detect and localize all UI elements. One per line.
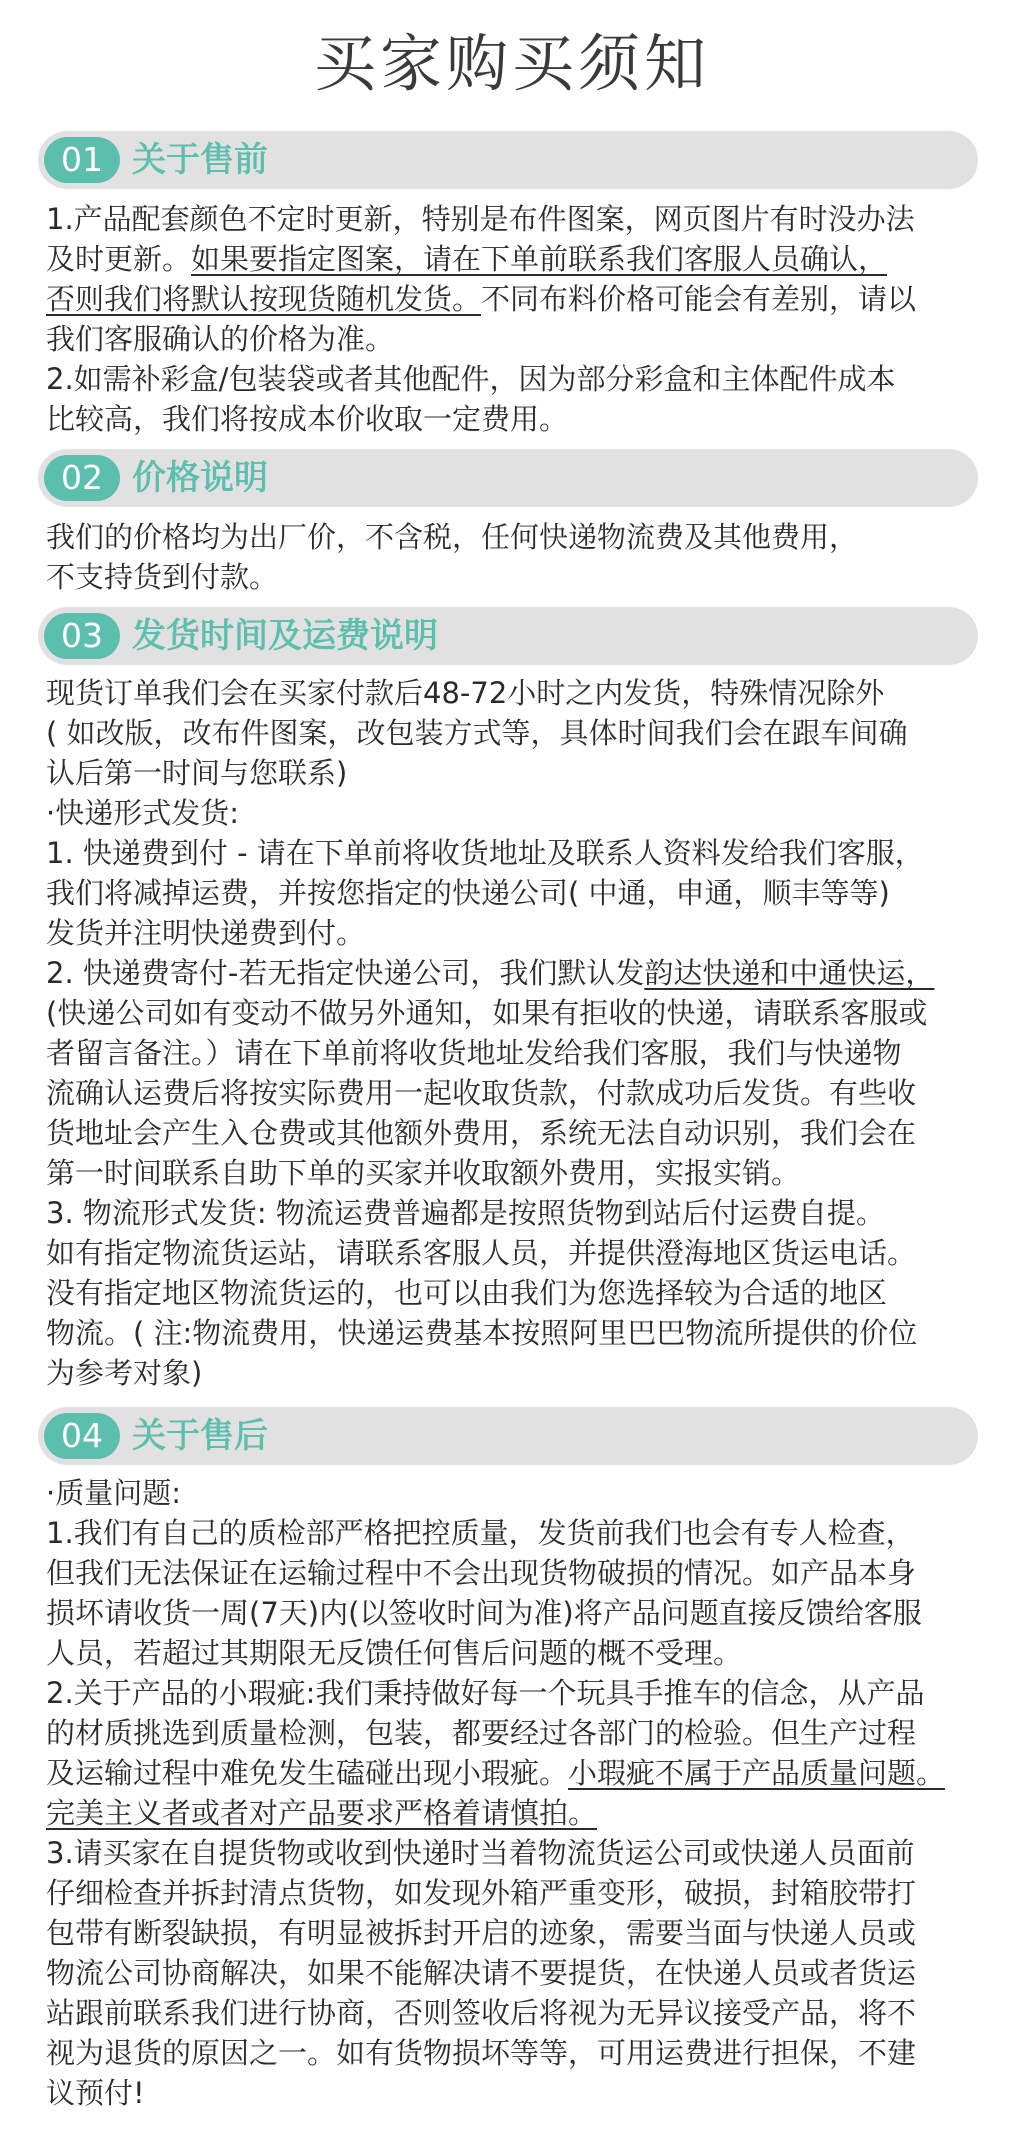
section-body-aftersale <box>46 1473 998 2113</box>
underlined-text: 韵达快递和中通快运， <box>644 956 935 990</box>
text-line <box>46 1673 998 1713</box>
text-segment: 为参考对象) <box>46 1356 203 1390</box>
text-segment: 流确认运费后将按实际费用一起收取货款，付款成功后发货。有些收 <box>46 1076 917 1110</box>
text-segment: 站跟前联系我们进行协商，否则签收后将视为无异议接受产品，将不 <box>46 1996 917 2030</box>
text-segment: 发货并注明快递费到付。 <box>46 916 366 950</box>
text-segment: 货地址会产生入仓费或其他额外费用，系统无法自动识别，我们会在 <box>46 1116 917 1150</box>
text-line <box>46 1353 998 1393</box>
text-line <box>46 1713 998 1753</box>
section-header-presale <box>38 131 978 189</box>
text-line <box>46 1873 998 1913</box>
text-line <box>46 1553 998 1593</box>
text-line <box>46 1313 998 1353</box>
text-segment: ( 如改版，改布件图案，改包装方式等，具体时间我们会在跟车间确 <box>46 716 908 750</box>
text-segment: 1. 快递费到付 - 请在下单前将收货地址及联系人资料发给我们客服， <box>46 836 924 870</box>
text-line <box>46 1153 998 1193</box>
section-body-presale <box>46 199 998 439</box>
text-segment: 没有指定地区物流货运的，也可以由我们为您选择较为合适的地区 <box>46 1276 888 1310</box>
text-segment: 比较高，我们将按成本价收取一定费用。 <box>46 402 569 436</box>
text-line <box>46 199 998 239</box>
text-line <box>46 873 998 913</box>
underlined-text: 否则我们将默认按现货随机发货。 <box>46 282 482 316</box>
section-number-badge: 03 <box>44 613 120 659</box>
section-number-badge: 02 <box>44 455 120 501</box>
text-segment: 及时更新。 <box>46 242 192 276</box>
text-segment: 认后第一时间与您联系) <box>46 756 348 790</box>
text-segment: 的材质挑选到质量检测，包装，都要经过各部门的检验。但生产过程 <box>46 1716 917 1750</box>
text-segment: 者留言备注。）请在下单前将收货地址发给我们客服，我们与快递物 <box>46 1036 902 1070</box>
text-segment: 包带有断裂缺损，有明显被拆封开启的迹象，需要当面与快递人员或 <box>46 1916 917 1950</box>
text-line <box>46 1073 998 1113</box>
text-line <box>46 239 998 279</box>
text-segment: 物流。( 注:物流费用，快递运费基本按照阿里巴巴物流所提供的价位 <box>46 1316 918 1350</box>
page-title: 买家购买须知 <box>313 27 710 100</box>
underlined-text: 完美主义者或者对产品要求严格着请慎拍。 <box>46 1796 598 1830</box>
text-line <box>46 1633 998 1673</box>
text-segment: 1.我们有自己的质检部严格把控质量，发货前我们也会有专人检查， <box>46 1516 915 1550</box>
text-line <box>46 793 998 833</box>
text-line <box>46 1753 998 1793</box>
text-segment: 及运输过程中难免发生磕碰出现小瑕疵。 <box>46 1756 569 1790</box>
text-segment: ·快递形式发货: <box>46 796 239 830</box>
underlined-text: 如果要指定图案，请在下单前联系我们客服人员确认， <box>191 242 888 276</box>
text-segment: 如有指定物流货运站，请联系客服人员，并提供澄海地区货运电话。 <box>46 1236 917 1270</box>
text-line <box>46 1593 998 1633</box>
text-segment: 2.如需补彩盒/包装袋或者其他配件，因为部分彩盒和主体配件成本 <box>46 362 896 396</box>
text-segment: 我们将减掉运费，并按您指定的快递公司( 中通，申通，顺丰等等) <box>46 876 890 910</box>
text-segment: 第一时间联系自助下单的买家并收取额外费用，实报实销。 <box>46 1156 801 1190</box>
section-header-pricing <box>38 449 978 507</box>
text-line <box>46 1193 998 1233</box>
text-line <box>46 833 998 873</box>
text-line <box>46 1793 998 1833</box>
text-segment: 人员，若超过其期限无反馈任何售后问题的概不受理。 <box>46 1636 743 1670</box>
text-segment: 我们客服确认的价格为准。 <box>46 322 395 356</box>
underlined-text: 小瑕疵不属于产品质量问题。 <box>568 1756 946 1790</box>
text-segment: 物流公司协商解决，如果不能解决请不要提货，在快递人员或者货运 <box>46 1956 917 1990</box>
text-line <box>46 2073 998 2113</box>
section-body-pricing <box>46 517 998 597</box>
text-segment: 不同布料价格可能会有差别，请以 <box>481 282 917 316</box>
text-line <box>46 1833 998 1873</box>
text-segment: 我们的价格均为出厂价，不含税，任何快递物流费及其他费用， <box>46 520 859 554</box>
text-line <box>46 1513 998 1553</box>
text-line <box>46 1993 998 2033</box>
text-line <box>46 557 998 597</box>
text-segment: 但我们无法保证在运输过程中不会出现货物破损的情况。如产品本身 <box>46 1556 917 1590</box>
text-line <box>46 953 998 993</box>
text-line <box>46 913 998 953</box>
text-line <box>46 1273 998 1313</box>
text-line <box>46 279 998 319</box>
text-line <box>46 1113 998 1153</box>
section-title: 价格说明 <box>132 458 268 498</box>
text-line <box>46 713 998 753</box>
text-segment: 仔细检查并拆封清点货物，如发现外箱严重变形，破损，封箱胶带打 <box>46 1876 917 1910</box>
text-segment: 2. 快递费寄付-若无指定快递公司，我们默认发 <box>46 956 645 990</box>
text-line <box>46 319 998 359</box>
section-title: 关于售后 <box>132 1416 268 1456</box>
text-line <box>46 1233 998 1273</box>
text-segment: 议预付! <box>46 2076 145 2110</box>
section-number-badge: 04 <box>44 1413 120 1459</box>
text-segment: 3. 物流形式发货: 物流运费普遍都是按照货物到站后付运费自提。 <box>46 1196 885 1230</box>
text-line <box>46 1033 998 1073</box>
text-line <box>46 399 998 439</box>
section-title: 关于售前 <box>132 140 268 180</box>
text-line <box>46 753 998 793</box>
text-line <box>46 517 998 557</box>
text-line <box>46 1953 998 1993</box>
text-segment: (快递公司如有变动不做另外通知，如果有拒收的快递，请联系客服或 <box>46 996 928 1030</box>
section-body-shipping <box>46 673 998 1393</box>
text-segment: 1.产品配套颜色不定时更新，特别是布件图案，网页图片有时没办法 <box>46 202 915 236</box>
text-segment: 视为退货的原因之一。如有货物损坏等等，可用运费进行担保，不建 <box>46 2036 917 2070</box>
text-segment: ·质量问题: <box>46 1476 181 1510</box>
section-title: 发货时间及运费说明 <box>132 616 438 656</box>
section-header-aftersale <box>38 1407 978 1465</box>
text-segment: 不支持货到付款。 <box>46 560 279 594</box>
text-line <box>46 673 998 713</box>
text-line <box>46 993 998 1033</box>
text-line <box>46 359 998 399</box>
text-segment: 2.关于产品的小瑕疵:我们秉持做好每一个玩具手推车的信念，从产品 <box>46 1676 925 1710</box>
text-line <box>46 1913 998 1953</box>
text-segment: 现货订单我们会在买家付款后48-72小时之内发货，特殊情况除外 <box>46 676 885 710</box>
text-line <box>46 2033 998 2073</box>
text-segment: 损坏请收货一周(7天)内(以签收时间为准)将产品问题直接反馈给客服 <box>46 1596 922 1630</box>
text-line <box>46 1473 998 1513</box>
text-segment: 3.请买家在自提货物或收到快递时当着物流货运公司或快递人员面前 <box>46 1836 915 1870</box>
section-number-badge: 01 <box>44 137 120 183</box>
section-header-shipping <box>38 607 978 665</box>
